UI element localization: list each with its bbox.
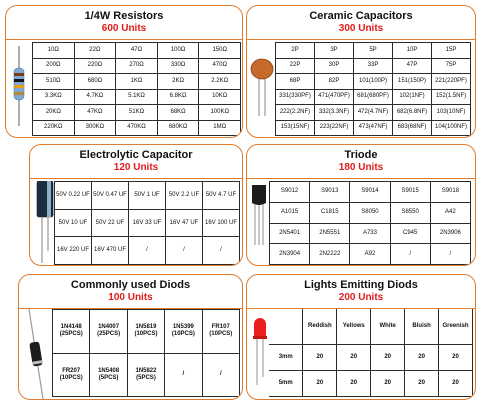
- electrolytic-value-cell: 16V 33 UF: [129, 209, 166, 237]
- triode-model-row: [270, 244, 471, 265]
- resistors-panel: [5, 5, 243, 138]
- diode-model: 1N5819: [135, 324, 157, 331]
- triode-model-cell: S9018: [430, 182, 470, 203]
- diode-row: [53, 353, 240, 397]
- ceramic-table: [275, 42, 471, 136]
- leds-header: [247, 275, 475, 309]
- resistor-value-cell: 470Ω: [199, 58, 241, 74]
- triode-units: 180 Units: [338, 162, 384, 173]
- ceramic-value-cell: 153(15NF): [276, 120, 315, 136]
- electrolytic-value-row: [55, 209, 240, 237]
- electrolytic-value-cell: /: [203, 237, 240, 265]
- diode-cell: [165, 310, 202, 354]
- resistor-value-cell: 680KΩ: [157, 120, 199, 136]
- ceramic-value-row: [276, 74, 471, 90]
- resistor-value-cell: 68KΩ: [157, 105, 199, 121]
- led-quantity: 20: [439, 344, 473, 370]
- diode-quantity: (25PCS): [59, 331, 83, 338]
- ceramic-value-row: [276, 120, 471, 136]
- diode-quantity: (25PCS): [97, 331, 121, 338]
- triode-model-cell: S9015: [390, 182, 430, 203]
- ceramic-value-cell: 75P: [432, 58, 471, 74]
- diode-cell: [90, 310, 127, 354]
- diodes-units: 100 Units: [108, 292, 153, 303]
- electrolytic-value-row: [55, 237, 240, 265]
- resistor-value-cell: 2.2KΩ: [199, 74, 241, 90]
- triode-model-cell: 2N5401: [270, 223, 310, 244]
- resistors-title: 1/4W Resistors: [84, 10, 164, 22]
- resistor-value-cell: 1KΩ: [116, 74, 158, 90]
- electrolytic-capacitor-image: [36, 181, 54, 263]
- ceramic-value-cell: 102(1NF): [393, 89, 432, 105]
- ceramic-value-cell: 2P: [276, 43, 315, 59]
- ceramic-value-cell: 30P: [315, 58, 354, 74]
- electrolytic-value-cell: /: [129, 237, 166, 265]
- led-quantity: 20: [337, 344, 371, 370]
- diode-quantity: (5PCS): [98, 374, 119, 381]
- resistor-value-cell: 1MΩ: [199, 120, 241, 136]
- led-quantity: 20: [371, 344, 405, 370]
- diodes-header: [19, 275, 242, 309]
- electrolytic-header: [30, 145, 242, 179]
- diode-cell: [53, 353, 90, 397]
- resistor-value-cell: 47Ω: [116, 43, 158, 59]
- resistor-value-cell: 680Ω: [74, 74, 116, 90]
- electrolytic-title: Electrolytic Capacitor: [79, 149, 193, 161]
- ceramic-value-cell: 5P: [354, 43, 393, 59]
- diode-quantity: (10PCS): [171, 331, 195, 338]
- led-color-header: White: [371, 309, 405, 344]
- diode-cell: [90, 353, 127, 397]
- ceramic-value-cell: 104(100NF): [432, 120, 471, 136]
- diode-model: 1N5399: [172, 324, 194, 331]
- resistor-value-cell: 10KΩ: [199, 89, 241, 105]
- triode-header: [247, 145, 475, 179]
- leds-table: [269, 309, 473, 397]
- ceramic-value-cell: 101(100P): [354, 74, 393, 90]
- diodes-panel: [18, 274, 243, 400]
- resistor-value-cell: 270Ω: [116, 58, 158, 74]
- led-quantity: 20: [303, 344, 337, 370]
- triode-model-cell: 2N5551: [310, 223, 350, 244]
- led-quantity: 20: [303, 370, 337, 396]
- resistor-value-cell: 4.7KΩ: [74, 89, 116, 105]
- ceramic-panel: [246, 5, 476, 138]
- led-quantity: 20: [337, 370, 371, 396]
- led-color-header: Bluish: [405, 309, 439, 344]
- diode-model: /: [219, 371, 222, 378]
- transistor-image: [250, 183, 268, 245]
- diode-quantity: (10PCS): [134, 331, 158, 338]
- triode-model-cell: 2N2222: [310, 244, 350, 265]
- diode-model: FR207: [62, 367, 81, 374]
- ceramic-value-cell: 10P: [393, 43, 432, 59]
- leds-units: 200 Units: [338, 292, 384, 303]
- led-color-header: Yellows: [337, 309, 371, 344]
- resistors-table: [32, 42, 241, 136]
- ceramic-value-cell: 222(2.2NF): [276, 105, 315, 121]
- resistor-value-cell: 100KΩ: [199, 105, 241, 121]
- led-image: [251, 315, 269, 385]
- resistor-value-cell: 47KΩ: [74, 105, 116, 121]
- led-quantity: 20: [405, 344, 439, 370]
- triode-model-cell: A42: [430, 202, 470, 223]
- led-size-label: 3mm: [269, 344, 303, 370]
- electrolytic-value-cell: /: [166, 237, 203, 265]
- ceramic-value-cell: 331(330PF): [276, 89, 315, 105]
- triode-model-cell: 2N3906: [430, 223, 470, 244]
- triode-model-cell: A733: [350, 223, 390, 244]
- triode-model-cell: S8550: [390, 202, 430, 223]
- ceramic-value-cell: 22P: [276, 58, 315, 74]
- resistor-value-cell: 6.8KΩ: [157, 89, 199, 105]
- resistor-value-row: [33, 74, 241, 90]
- ceramic-value-cell: 682(6.8NF): [393, 105, 432, 121]
- ceramic-value-row: [276, 43, 471, 59]
- triode-model-cell: S9013: [310, 182, 350, 203]
- ceramic-value-cell: 152(1.5NF): [432, 89, 471, 105]
- led-color-header: Greenish: [439, 309, 473, 344]
- resistor-value-cell: 300KΩ: [74, 120, 116, 136]
- electrolytic-table: [54, 181, 240, 265]
- resistor-value-cell: 100Ω: [157, 43, 199, 59]
- electrolytic-value-cell: 50V 4.7 UF: [203, 182, 240, 210]
- ceramic-value-cell: 151(150P): [393, 74, 432, 90]
- ceramic-capacitor-image: [249, 58, 275, 116]
- ceramic-value-cell: 223(22NF): [315, 120, 354, 136]
- resistor-value-cell: 150Ω: [199, 43, 241, 59]
- led-row: [269, 344, 473, 370]
- triode-model-cell: A92: [350, 244, 390, 265]
- electrolytic-panel: [29, 144, 243, 266]
- resistors-units: 600 Units: [101, 23, 147, 34]
- resistor-value-cell: 220KΩ: [33, 120, 75, 136]
- diodes-table: [52, 309, 240, 397]
- electrolytic-value-cell: 16V 470 UF: [92, 237, 129, 265]
- diode-quantity: (5PCS): [136, 374, 156, 381]
- diode-cell: [202, 310, 239, 354]
- diode-model: 1N4007: [98, 324, 120, 331]
- triode-model-cell: C945: [390, 223, 430, 244]
- ceramic-value-row: [276, 105, 471, 121]
- resistor-value-cell: 470KΩ: [116, 120, 158, 136]
- diode-cell: [202, 353, 239, 397]
- triode-model-cell: C1815: [310, 202, 350, 223]
- diodes-title: Commonly used Diods: [70, 279, 191, 291]
- led-corner-cell: [269, 309, 303, 344]
- ceramic-value-cell: 47P: [393, 58, 432, 74]
- ceramic-value-cell: 683(68NF): [393, 120, 432, 136]
- ceramic-value-cell: 103(10NF): [432, 105, 471, 121]
- diode-model: 1N4148: [60, 324, 82, 331]
- ceramic-value-cell: 472(4.7NF): [354, 105, 393, 121]
- resistor-value-cell: 200Ω: [33, 58, 75, 74]
- resistor-value-cell: 22Ω: [74, 43, 116, 59]
- ceramic-value-cell: 33P: [354, 58, 393, 74]
- led-size-label: 5mm: [269, 370, 303, 396]
- resistor-value-row: [33, 43, 241, 59]
- electrolytic-value-cell: 50V 2.2 UF: [166, 182, 203, 210]
- resistor-value-row: [33, 58, 241, 74]
- ceramic-value-cell: 82P: [315, 74, 354, 90]
- triode-model-cell: /: [390, 244, 430, 265]
- diode-model: /: [182, 371, 185, 378]
- triode-model-cell: 2N3904: [270, 244, 310, 265]
- electrolytic-value-cell: 16V 47 UF: [166, 209, 203, 237]
- ceramic-value-cell: 15P: [432, 43, 471, 59]
- resistor-image: [10, 46, 28, 126]
- resistor-value-cell: 3.3KΩ: [33, 89, 75, 105]
- diode-cell: [53, 310, 90, 354]
- electrolytic-value-row: [55, 182, 240, 210]
- triode-model-row: [270, 202, 471, 223]
- ceramic-header: [247, 6, 475, 40]
- led-color-header: Reddish: [303, 309, 337, 344]
- leds-title: Lights Emitting Diods: [304, 279, 418, 291]
- triode-model-cell: S9012: [270, 182, 310, 203]
- resistor-value-row: [33, 120, 241, 136]
- leds-panel: [246, 274, 476, 400]
- ceramic-units: 300 Units: [338, 23, 384, 34]
- diode-cell: [165, 353, 202, 397]
- diode-model: FR107: [211, 324, 230, 331]
- triode-title: Triode: [344, 149, 378, 161]
- ceramic-value-cell: 681(680PF): [354, 89, 393, 105]
- led-header-row: [269, 309, 473, 344]
- diode-cell: [127, 310, 164, 354]
- triode-model-row: [270, 182, 471, 203]
- ceramic-value-cell: 221(220PF): [432, 74, 471, 90]
- diode-cell: [127, 353, 164, 397]
- ceramic-value-row: [276, 58, 471, 74]
- led-row: [269, 370, 473, 396]
- ceramic-value-cell: 332(3.3NF): [315, 105, 354, 121]
- resistor-value-cell: 220Ω: [74, 58, 116, 74]
- resistor-value-cell: 5.1KΩ: [116, 89, 158, 105]
- resistor-value-cell: 510Ω: [33, 74, 75, 90]
- resistor-value-cell: 20KΩ: [33, 105, 75, 121]
- triode-model-cell: /: [430, 244, 470, 265]
- resistor-value-cell: 330Ω: [157, 58, 199, 74]
- electrolytic-value-cell: 16V 220 UF: [55, 237, 92, 265]
- ceramic-value-cell: 471(470PF): [315, 89, 354, 105]
- led-quantity: 20: [439, 370, 473, 396]
- electrolytic-value-cell: 16V 100 UF: [203, 209, 240, 237]
- triode-model-row: [270, 223, 471, 244]
- led-quantity: 20: [405, 370, 439, 396]
- electrolytic-value-cell: 50V 0.47 UF: [92, 182, 129, 210]
- resistors-header: [6, 6, 242, 40]
- electrolytic-units: 120 Units: [113, 162, 159, 173]
- ceramic-value-cell: 473(47NF): [354, 120, 393, 136]
- resistor-value-cell: 2KΩ: [157, 74, 199, 90]
- ceramic-value-cell: 3P: [315, 43, 354, 59]
- resistor-value-row: [33, 105, 241, 121]
- resistor-value-row: [33, 89, 241, 105]
- electrolytic-value-cell: 50V 10 UF: [55, 209, 92, 237]
- triode-table: [269, 181, 471, 265]
- diode-row: [53, 310, 240, 354]
- triode-model-cell: S8050: [350, 202, 390, 223]
- triode-panel: [246, 144, 476, 266]
- diode-quantity: (10PCS): [59, 374, 83, 381]
- ceramic-value-row: [276, 89, 471, 105]
- ceramic-value-cell: 68P: [276, 74, 315, 90]
- diode-quantity: (10PCS): [209, 331, 233, 338]
- electrolytic-value-cell: 50V 22 UF: [92, 209, 129, 237]
- electrolytic-value-cell: 50V 1 UF: [129, 182, 166, 210]
- triode-model-cell: S9014: [350, 182, 390, 203]
- diode-model: 1N5822: [135, 367, 157, 374]
- led-quantity: 20: [371, 370, 405, 396]
- electrolytic-value-cell: 50V 0.22 UF: [55, 182, 92, 210]
- diode-image: [25, 309, 47, 399]
- resistor-value-cell: 10Ω: [33, 43, 75, 59]
- ceramic-title: Ceramic Capacitors: [309, 10, 413, 22]
- triode-model-cell: A1015: [270, 202, 310, 223]
- diode-model: 1N5408: [98, 367, 120, 374]
- resistor-value-cell: 51KΩ: [116, 105, 158, 121]
